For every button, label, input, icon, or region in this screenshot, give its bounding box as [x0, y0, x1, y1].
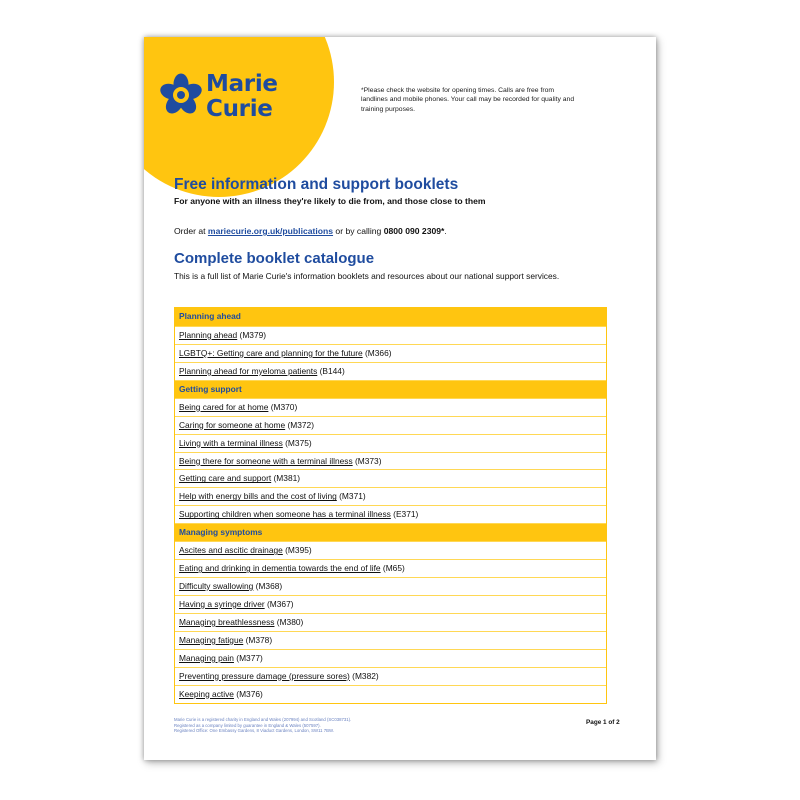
page-subtitle: For anyone with an illness they're likely to die from, and those close to them: [174, 196, 486, 206]
booklet-title-link[interactable]: Getting care and support: [179, 473, 272, 484]
booklet-code: (M379): [239, 329, 267, 340]
booklet-title-link[interactable]: LGBTQ+: Getting care and planning for the future: [179, 347, 363, 358]
catalogue-intro: This is a full list of Marie Curie's information booklets and resources about our national support services.: [174, 271, 560, 281]
booklet-code: (M370): [270, 401, 298, 412]
booklet-row: [175, 649, 606, 667]
booklet-code: (M381): [273, 473, 301, 484]
booklet-title-link[interactable]: Help with energy bills and the cost of living: [179, 491, 337, 502]
page-number: Page 1 of 2: [586, 719, 620, 726]
order-line: [174, 226, 447, 236]
footer-line: Registered Office: One Embassy Gardens, 8 Viaduct Gardens, London, SW11 7BW.: [174, 728, 335, 734]
booklet-title-link[interactable]: Living with a terminal illness: [179, 437, 283, 448]
booklet-row: [175, 595, 606, 613]
booklet-title-link[interactable]: Ascites and ascitic drainage: [179, 545, 283, 556]
section-header: Managing symptoms: [175, 523, 606, 541]
order-middle: or by calling: [333, 226, 384, 236]
booklet-code: (M380): [276, 616, 304, 627]
opening-times-notice: *Please check the website for opening times. Calls are free from landlines and mobile phones. Your call may be recorded for quality and training purposes.: [361, 87, 575, 113]
booklet-title-link[interactable]: Being cared for at home: [179, 401, 269, 412]
booklet-row: [175, 577, 606, 595]
booklet-row: [175, 487, 606, 505]
footer-line: Registered as a company limited by guarantee in England & Wales (507597).: [174, 722, 321, 728]
booklet-code: (M65): [382, 563, 405, 574]
legal-footer: [174, 717, 434, 734]
booklet-row: [175, 362, 606, 380]
booklet-row: [175, 434, 606, 452]
booklet-code: (B144): [319, 365, 345, 376]
section-header: Planning ahead: [175, 308, 606, 326]
booklet-code: (M377): [236, 652, 263, 663]
booklet-code: (M366): [365, 347, 392, 358]
booklet-row: [175, 505, 606, 523]
booklet-row: [175, 559, 606, 577]
phone-number: 0800 090 2309*: [383, 226, 445, 236]
booklet-row: [175, 398, 606, 416]
booklet-table: [174, 307, 607, 704]
logo-word-curie: Curie: [206, 96, 273, 122]
marie-curie-logo: [158, 67, 288, 127]
catalogue-heading: Complete booklet catalogue: [174, 250, 375, 267]
booklet-code: (E371): [393, 509, 419, 520]
daffodil-icon: [158, 67, 204, 123]
booklet-code: (M368): [255, 581, 283, 592]
booklet-title-link[interactable]: Keeping active: [179, 688, 234, 699]
booklet-title-link[interactable]: Planning ahead: [179, 329, 238, 340]
booklet-title-link[interactable]: Planning ahead for myeloma patients: [179, 365, 318, 376]
booklet-row: [175, 685, 606, 703]
booklet-title-link[interactable]: Managing fatigue: [179, 634, 244, 645]
booklet-row: [175, 326, 606, 344]
booklet-row: [175, 541, 606, 559]
booklet-code: (M371): [339, 491, 366, 502]
booklet-title-link[interactable]: Eating and drinking in dementia towards the end of life: [179, 563, 381, 574]
booklet-code: (M372): [287, 419, 314, 430]
booklet-code: (M373): [354, 455, 382, 466]
order-prefix: Order at: [174, 226, 208, 236]
document-page: [144, 37, 656, 760]
booklet-row: [175, 613, 606, 631]
publications-link[interactable]: mariecurie.org.uk/publications: [207, 226, 334, 236]
booklet-code: (M382): [352, 670, 379, 681]
booklet-code: (M378): [245, 634, 273, 645]
booklet-title-link[interactable]: Being there for someone with a terminal illness: [179, 455, 353, 466]
booklet-title-link[interactable]: Caring for someone at home: [179, 419, 286, 430]
booklet-title-link[interactable]: Managing pain: [179, 652, 234, 663]
booklet-row: [175, 344, 606, 362]
booklet-title-link[interactable]: Supporting children when someone has a terminal illness: [179, 509, 391, 520]
booklet-row: [175, 416, 606, 434]
footer-line: Marie Curie is a registered charity in England and Wales (207994) and Scotland (SC038731).: [174, 717, 352, 722]
booklet-code: (M376): [236, 688, 263, 699]
booklet-code: (M395): [285, 545, 312, 556]
booklet-row: [175, 667, 606, 685]
booklet-title-link[interactable]: Managing breathlessness: [179, 616, 275, 627]
booklet-title-link[interactable]: Having a syringe driver: [179, 599, 265, 609]
section-header: Getting support: [175, 380, 606, 398]
page-title: Free information and support booklets: [174, 176, 459, 193]
booklet-code: (M367): [266, 599, 294, 609]
booklet-row: [175, 469, 606, 487]
booklet-code: (M375): [285, 437, 312, 448]
booklet-row: [175, 631, 606, 649]
booklet-title-link[interactable]: Difficulty swallowing: [179, 581, 254, 592]
order-suffix: .: [444, 226, 447, 236]
logo-word-marie: Marie: [206, 71, 278, 97]
booklet-row: [175, 452, 606, 470]
booklet-title-link[interactable]: Preventing pressure damage (pressure sores): [179, 670, 350, 681]
